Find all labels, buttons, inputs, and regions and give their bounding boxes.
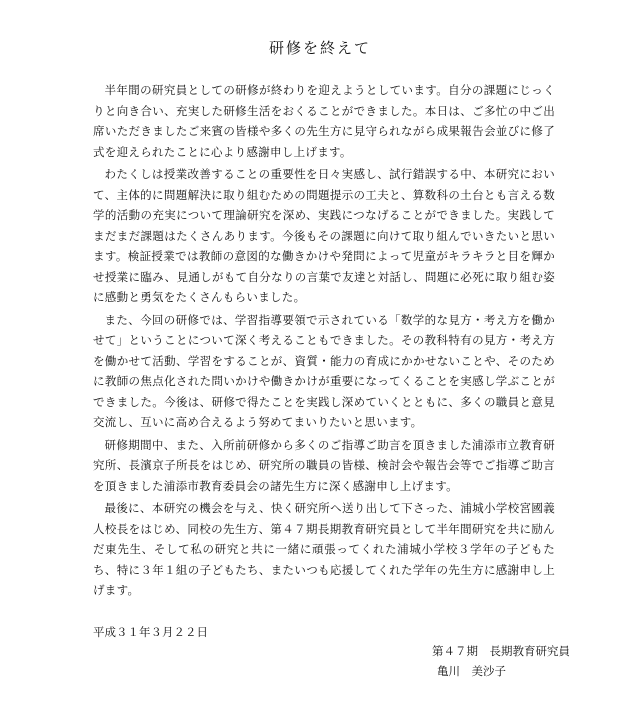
paragraph-2: わたくしは授業改善することの重要性を日々実感し、試行錯誤する中、本研究において、主体的に問題解決に取り組むための問題提示の工夫と、算数科の土台とも言える数学的活動の充実について理論研究を深め、実践につなげることができました。実践してまだまだ課題はたくさんあります。今後もその課題に向けて取り組んでいきたいと思います。検証授業では教師の意図的な働きかけや発問によって児童がキラキラと目を輝かせ授業に臨み、見通しがもて自分なりの言葉で友達と対話し、問題に必死に取り組む姿に感動と勇気をたくさんもらいました。 — [93, 167, 555, 304]
document-body — [93, 80, 555, 603]
document-title: 研修を終えて — [268, 39, 371, 57]
paragraph-4: 研修期間中、また、入所前研修から多くのご指導ご助言を頂きました浦添市立教育研究所、長濱京子所長をはじめ、研究所の職員の皆様、検討会や報告会等でご指導ご助言を頂きました浦添市教育委員会の諸先生方に深く感謝申し上げます。 — [93, 437, 555, 493]
paragraph-5: 最後に、本研究の機会を与え、快く研究所へ送り出して下さった、浦城小学校宮國義人校長をはじめ、同校の先生方、第４７期長期教育研究員として半年間研究を共に励んだ東先生、そして私の研究と共に一緒に頑張ってくれた浦城小学校３学年の子どもたち、特に３年１組の子どもたち、またいつも応援してくれた学年の先生方に感謝申し上げます。 — [93, 501, 555, 597]
signature-affiliation: 第４７期 長期教育研究員 — [432, 644, 570, 658]
paragraph-1: 半年間の研究員としての研修が終わりを迎えようとしています。自分の課題にじっくりと向き合い、充実した研修生活をおくることができました。本日は、ご多忙の中ご出席いただきましたご来賓の皆様や多くの先生方に見守られながら成果報告会並びに修了式を迎えられたことに心より感謝申し上げます。 — [93, 83, 555, 159]
signature-block — [432, 641, 570, 681]
signature-name: 亀川 美沙子 — [437, 664, 506, 678]
paragraph-3: また、今回の研修では、学習指導要領で示されている「数学的な見方・考え方を働かせて」ということについて深く考えることもできました。その教科特有の見方・考え方を働かせて活動、学習をすることが、資質・能力の育成にかかせないことや、そのために教師の焦点化された問いかけや働きかけが重要になってくることを実感し学ぶことができました。今後は、研修で得たことを実践し深めていくとともに、多くの職員と意見交流し、互いに高め合えるよう努めてまいりたいと思います。 — [93, 312, 555, 429]
document-date: 平成３１年３月２２日 — [93, 625, 208, 639]
